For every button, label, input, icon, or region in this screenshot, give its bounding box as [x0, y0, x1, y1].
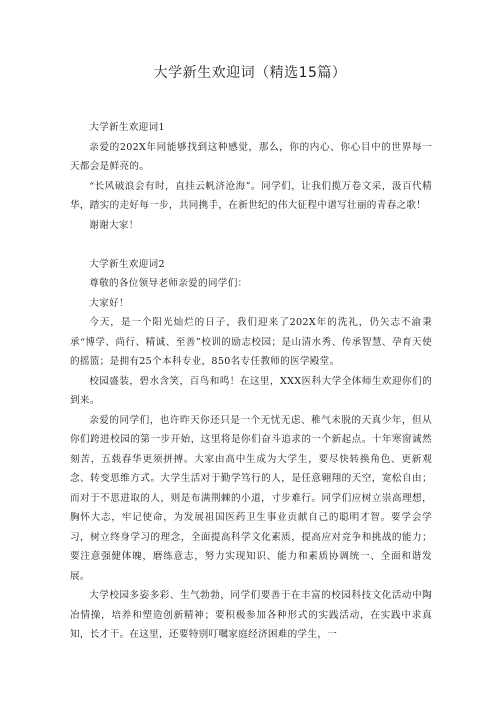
- document-title: 大学新生欢迎词（精选15篇）: [153, 65, 347, 81]
- document-body: [70, 118, 432, 645]
- section-heading-2: 大学新生欢迎词2: [89, 258, 165, 270]
- paragraph: 谢谢大家！: [89, 219, 139, 231]
- paragraph: 尊敬的各位领导老师亲爱的同学们：: [89, 278, 248, 289]
- paragraph: 校园盛装，碧水含笑，百鸟和鸣！在这里，XXX医科大学全体师生欢迎你们的到来。: [70, 375, 432, 406]
- paragraph: 大学校园多姿多彩、生气勃勃，同学们要善于在丰富的校园科技文化活动中陶冶情操，培养和塑造创新精神；要积极参加各种形式的实践活动，在实践中求真知，长才干。在这里，还要特别叮嘱家庭经济困难的学生，一: [70, 590, 432, 640]
- paragraph: “长风破浪会有时，直挂云帆济沧海”。同学们，让我们揽万卷文采，汲百代精华，踏实的走好每一步，共同携手，在新世纪的伟大征程中谱写壮丽的青春之歌！: [70, 180, 432, 211]
- paragraph: 亲爱的同学们，也许昨天你还只是一个无忧无虑、稚气未脱的天真少年，但从你们跨进校园的第一步开始，这里将是你们奋斗追求的一个新起点。十年寒窗诚然刻苦，五载春华更须拼搏。大家由高中生成为大学生，要尽快转换角色、更新观念、转变思维方式。大学生活对于勤学笃行的人，是任意翱翔的天空，宽松自由；而对于不思进取的人，则是布满荆棘的小道，寸步难行。同学们应树立崇高理想，胸怀大志，牢记使命，为发展祖国医药卫生事业贡献自己的聪明才智。要学会学习，树立终身学习的理念，全面提高科学文化素质，提高应对竞争和挑战的能力；要注意强健体魄，磨练意志，努力实现知识、能力和素质协调统一、全面和谐发展。: [70, 414, 432, 582]
- section-heading-1: 大学新生欢迎词1: [89, 122, 165, 133]
- paragraph: 大家好！: [89, 297, 129, 309]
- paragraph: 今天，是一个阳光灿烂的日子，我们迎来了202X年的洗礼，仍矢志不渝秉承“博学、尚行、精诚、至善”校训的励志校园；是山清水秀、传承智慧、孕育天使的摇篮；是拥有25个本科专业，850名专任教师的医学殿堂。: [70, 317, 432, 367]
- section-gap: [70, 235, 432, 255]
- paragraph: 亲爱的202X年同能够找到这种感觉，那么，你的内心、你心目中的世界每一天都会是鲜亮的。: [70, 141, 432, 172]
